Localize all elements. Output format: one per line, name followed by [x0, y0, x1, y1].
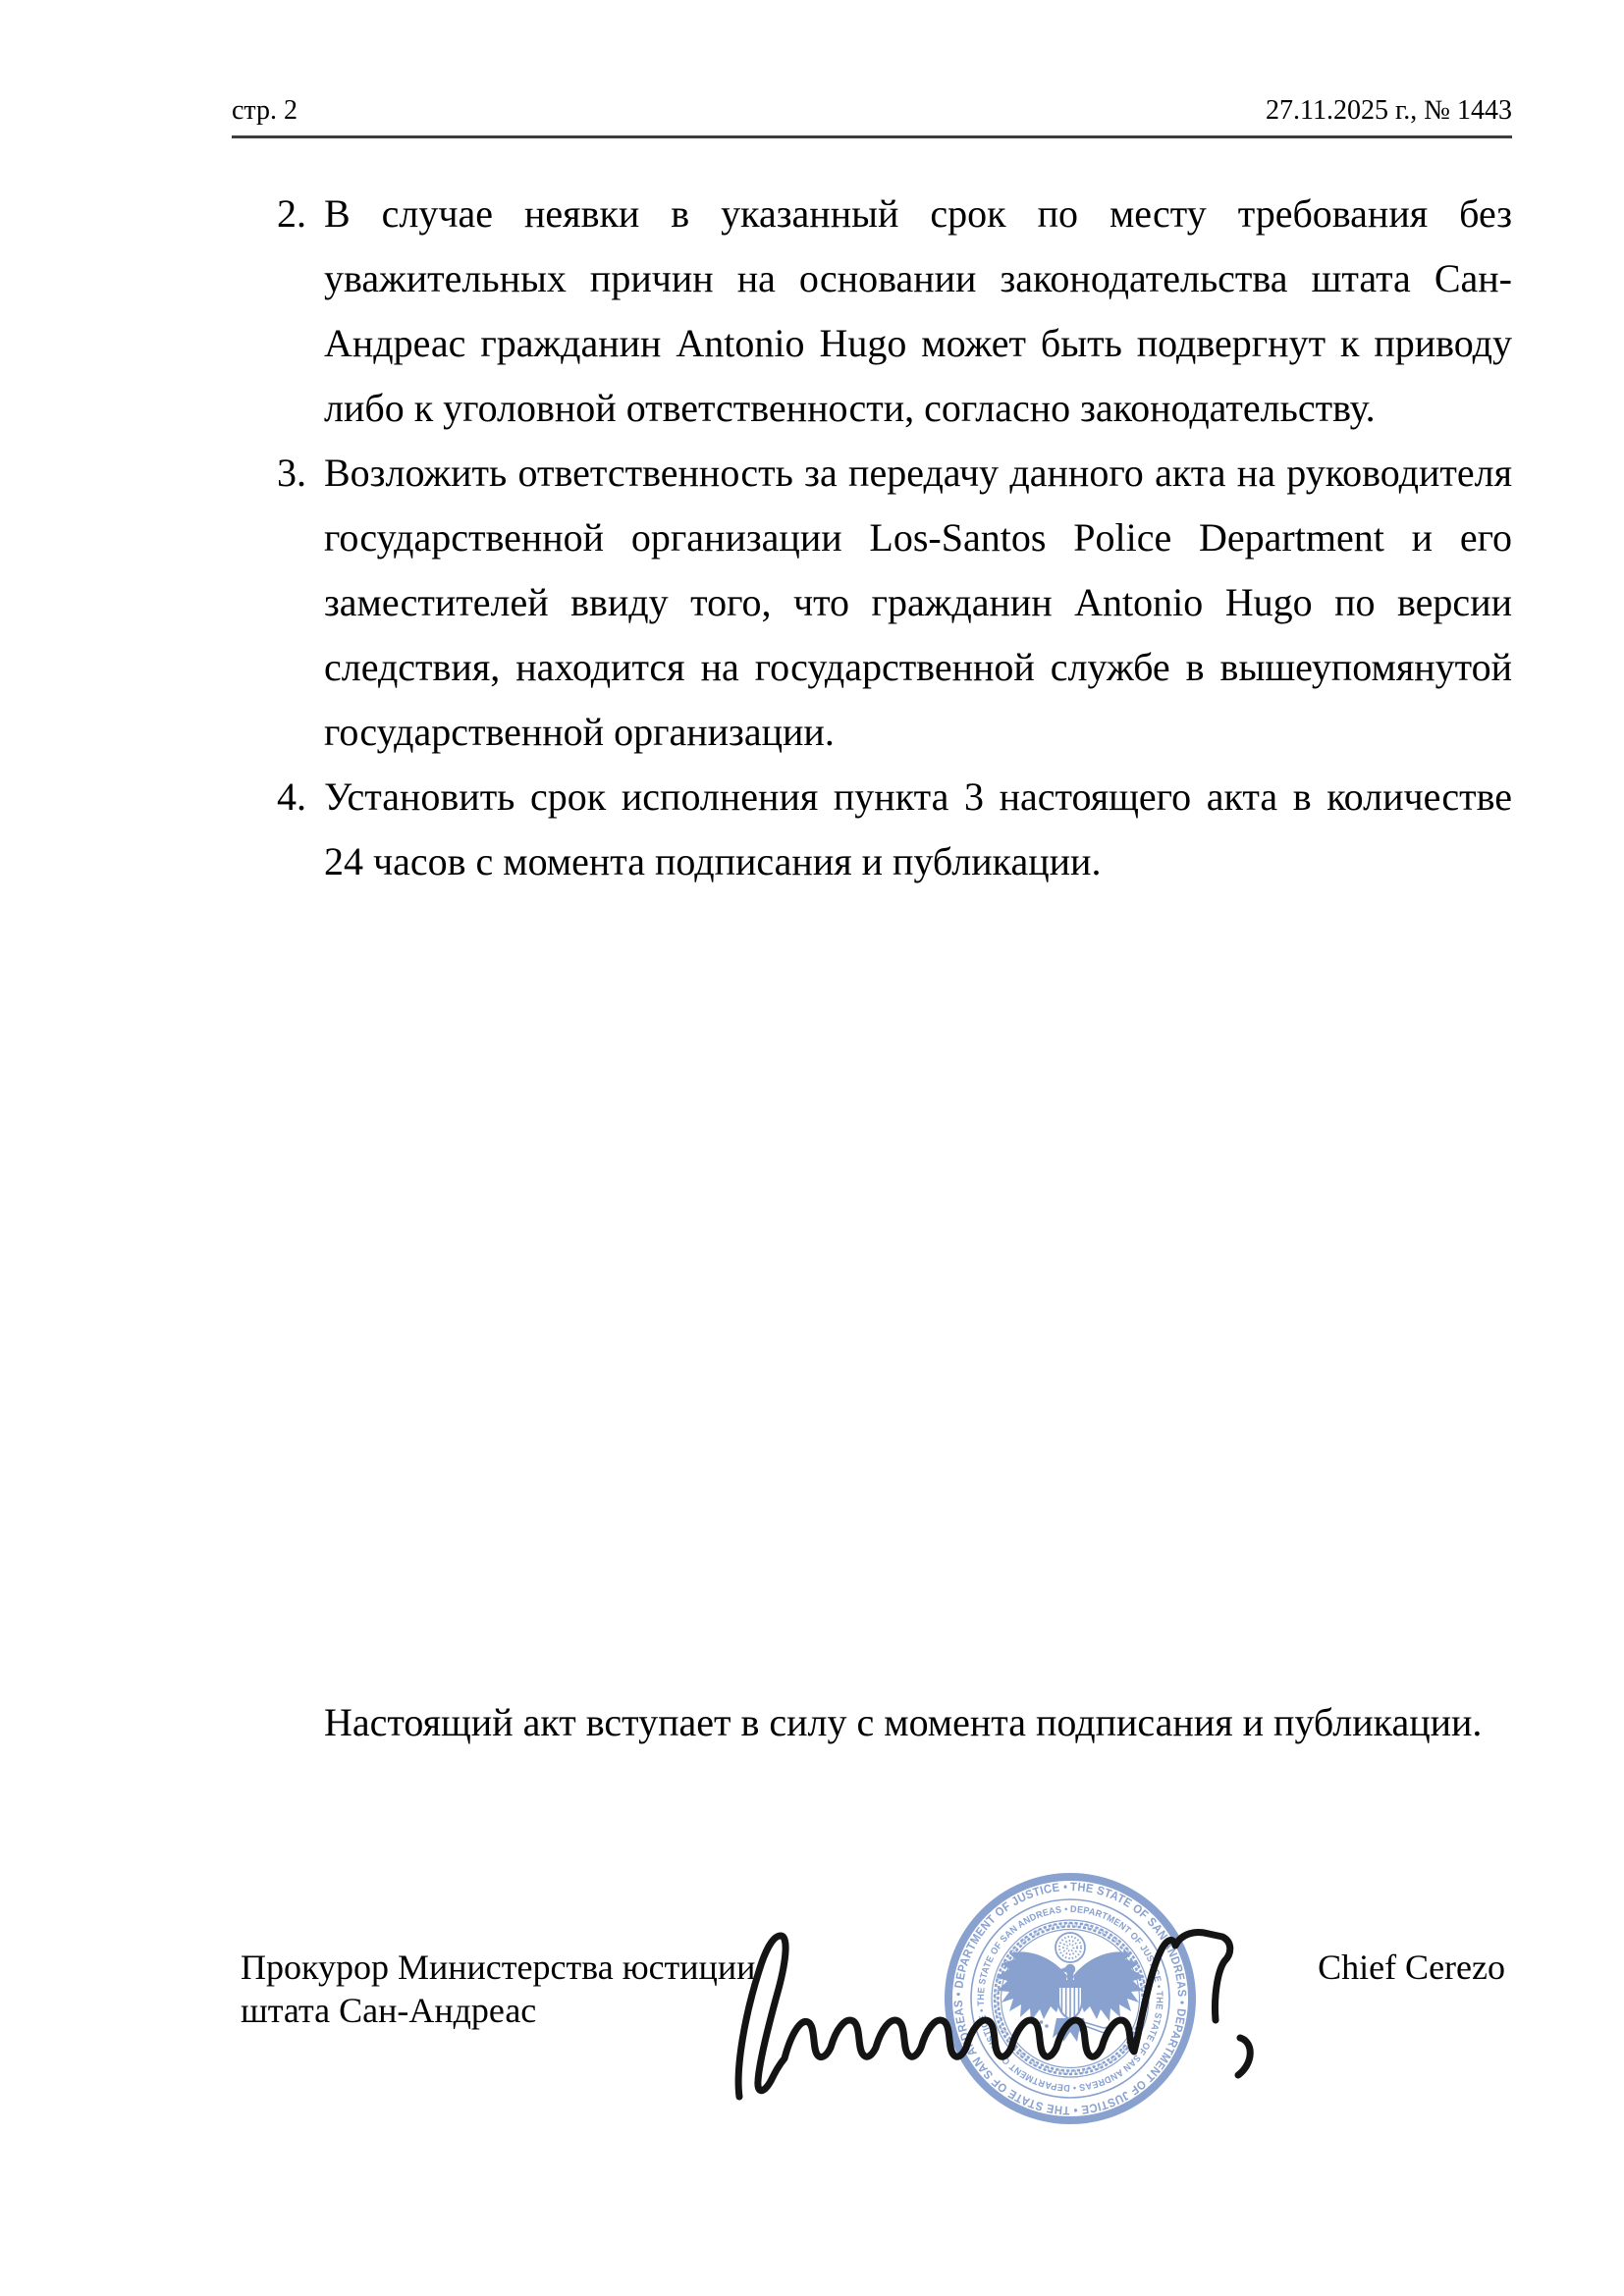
- page-number-label: стр. 2: [232, 95, 298, 126]
- signer-title-line1: Прокурор Министерства юстиции: [241, 1948, 756, 1987]
- signature-stroke-icon: [712, 1920, 1301, 2109]
- seal-outer-ring-text: THE STATE OF SAN ANDREAS • DEPARTMENT OF JUSTICE • THE STATE OF SAN ANDREAS • DEPARTMENT OF JUSTICE •: [950, 1879, 1190, 2118]
- clause-number: 2.: [277, 191, 306, 236]
- document-date-number: 27.11.2025 г., № 1443: [1265, 95, 1512, 126]
- signer-name: Chief Cerezo: [1318, 1948, 1505, 1987]
- signer-title-line2: штата Сан-Андреас: [241, 1991, 537, 2030]
- clause-number: 3.: [277, 451, 306, 495]
- clause-item-3: [277, 441, 1512, 765]
- header-divider: [232, 135, 1512, 138]
- signature: [712, 1920, 1301, 2109]
- clause-item-4: [277, 765, 1512, 894]
- clause-number: 4.: [277, 774, 306, 819]
- seal-inner-ring-text: DEPARTMENT OF JUSTICE • THE STATE OF SAN ANDREAS • DEPARTMENT OF JUSTICE • THE STATE OF SAN ANDREAS •: [975, 1903, 1165, 2094]
- clause-text: Установить срок исполнения пункта 3 настоящего акта в количестве 24 часов с момента подписания и публикации.: [324, 774, 1512, 883]
- signer-title: [241, 1946, 755, 2032]
- clauses-list: [277, 182, 1512, 894]
- effective-clause: Настоящий акт вступает в силу с момента подписания и публикации.: [324, 1700, 1483, 1744]
- clause-item-2: [277, 182, 1512, 441]
- clause-text: В случае неявки в указанный срок по месту требования без уважительных причин на основании законодательства штата Сан-Андреас гражданин Antonio Hugo может быть подвергнут к приводу либо к уголовной ответственности, согласно законодательству.: [324, 191, 1512, 430]
- clause-text: Возложить ответственность за передачу данного акта на руководителя государственной организации Los-Santos Police Department и его заместителей ввиду того, что гражданин Antonio Hugo по версии следствия, находится на государственной службе в вышеупомянутой государственной организации.: [324, 451, 1512, 754]
